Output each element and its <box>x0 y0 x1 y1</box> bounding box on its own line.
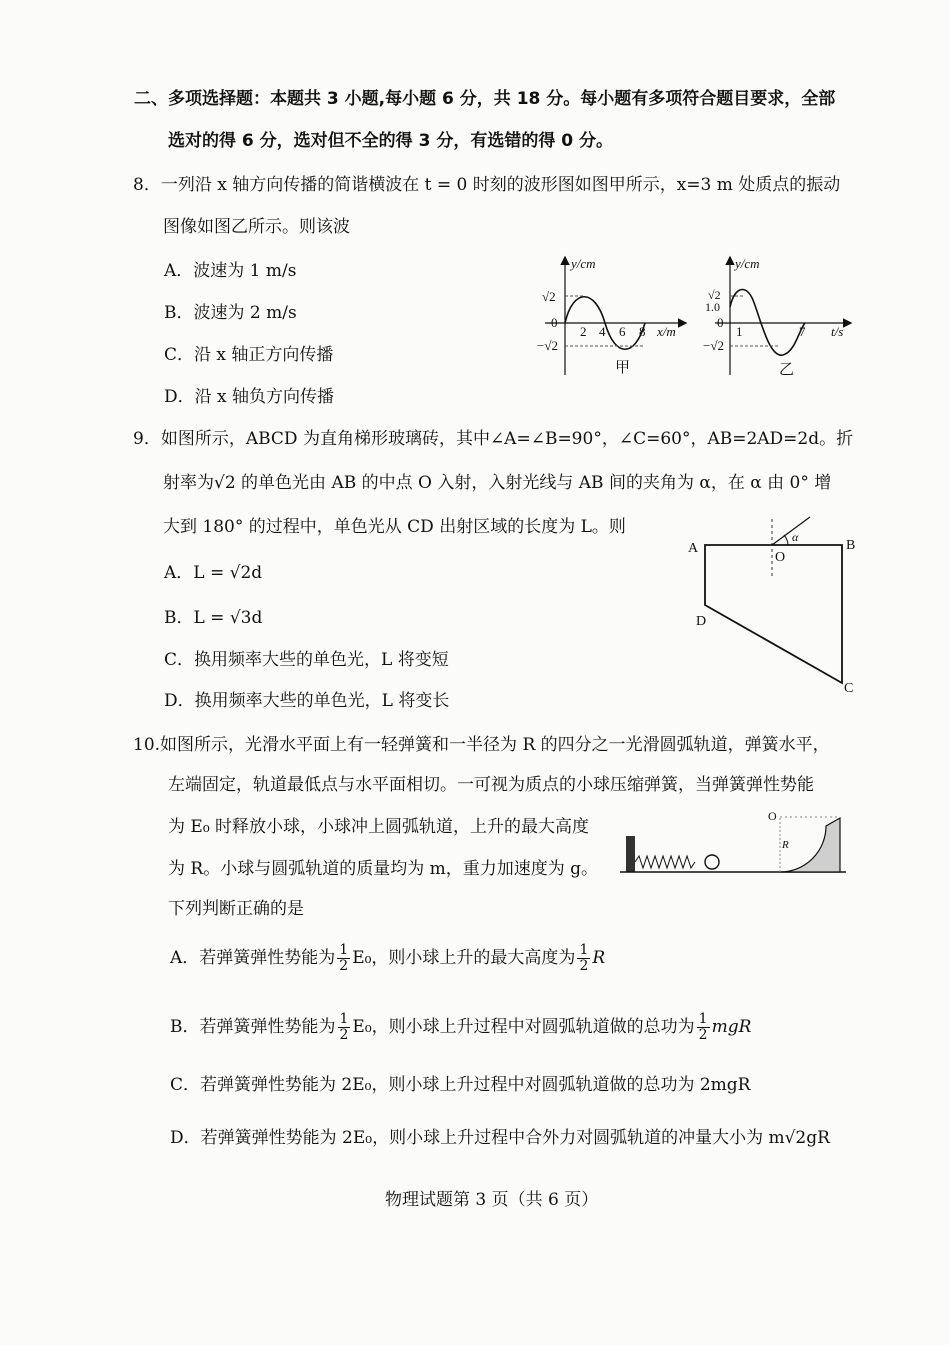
q10-option-d: D．若弹簧弹性势能为 2E₀，则小球上升过程中合外力对圆弧轨道的冲量大小为 m√2gR <box>170 1128 830 1148</box>
q8-stem-line1: 8．一列沿 x 轴方向传播的简谐横波在 t = 0 时刻的波形图如图甲所示，x=3 m 处质点的振动 <box>133 175 841 195</box>
q9-stem-line3: 大到 180° 的过程中，单色光从 CD 出射区域的长度为 L。则 <box>163 517 626 537</box>
q8-yi-origin: 0 <box>717 315 724 330</box>
q8-yi-tick-7: 7 <box>799 324 806 339</box>
q8-jia-ybot: −√2 <box>537 338 558 353</box>
section-heading-line1: 二、多项选择题：本题共 3 小题,每小题 6 分，共 18 分。每小题有多项符合题目要求，全部 <box>134 89 836 109</box>
q9-alpha-label: α <box>792 530 799 544</box>
q10-a-fraction-1: $\frac{1}{2}$ <box>339 942 349 974</box>
q8-jia-tick-8: 8 <box>639 324 646 339</box>
q8-stem-line2: 图像如图乙所示。则该波 <box>163 217 350 237</box>
q9-label-o: O <box>775 550 786 565</box>
q10-a-fraction-2: $\frac{1}{2}$ <box>579 942 589 974</box>
q8-option-b: B．波速为 2 m/s <box>164 303 297 323</box>
q10-stem-line5: 下列判断正确的是 <box>168 899 304 919</box>
q10-stem-line4: 为 R。小球与圆弧轨道的质量均为 m，重力加速度为 g。 <box>168 859 599 879</box>
q8-jia-tick-4: 4 <box>599 324 606 339</box>
q8-yi-ymid: 1.0 <box>705 300 720 314</box>
q8-jia-tick-2: 2 <box>580 324 587 339</box>
q9-stem-line1: 9．如图所示，ABCD 为直角梯形玻璃砖，其中∠A=∠B=90°，∠C=60°，AB=2AD=2d。折 <box>133 429 854 449</box>
q9-label-a: A <box>688 541 699 556</box>
q8-figure-jia <box>525 250 695 380</box>
q8-jia-ylabel: y/cm <box>571 256 596 271</box>
q8-jia-ytop: √2 <box>542 289 556 304</box>
q10-option-a: A．若弹簧弹性势能为 $\frac{1}{2}$ E₀，则小球上升的最大高度为 $\frac{1}{2}$ R <box>170 942 606 974</box>
q9-trapezoid-figure <box>680 515 870 700</box>
q9-option-d: D．换用频率大些的单色光，L 将变长 <box>164 691 450 711</box>
q8-yi-ybot: −√2 <box>703 338 724 353</box>
q10-option-c: C．若弹簧弹性势能为 2E₀，则小球上升过程中对圆弧轨道做的总功为 2mgR <box>170 1075 751 1095</box>
q9-label-d: D <box>696 614 707 629</box>
q8-option-c: C．沿 x 轴正方向传播 <box>164 345 334 365</box>
q8-jia-xlabel: x/m <box>657 324 676 339</box>
q8-jia-caption: 甲 <box>615 360 631 376</box>
q8-yi-xlabel: t/s <box>831 324 844 339</box>
q10-option-b: B．若弹簧弹性势能为 $\frac{1}{2}$ E₀，则小球上升过程中对圆弧轨道做的总功为 $\frac{1}{2}$ mgR <box>170 1011 752 1043</box>
q9-label-b: B <box>846 538 856 553</box>
q8-yi-tick-1: 1 <box>736 324 743 339</box>
q9-stem-line2: 射率为√2 的单色光由 AB 的中点 O 入射，入射光线与 AB 间的夹角为 α，在 α 由 0° 增 <box>163 473 832 493</box>
q9-option-b: B．L = √3d <box>164 608 263 628</box>
section-heading-line2: 选对的得 6 分，选对但不全的得 3 分，有选错的得 0 分。 <box>168 131 613 151</box>
q10-b-fraction-2: $\frac{1}{2}$ <box>698 1011 708 1043</box>
q10-label-r: R <box>782 839 789 851</box>
q8-yi-ytop: √2 <box>708 288 721 302</box>
q10-stem-line3: 为 E₀ 时释放小球，小球冲上圆弧轨道，上升的最大高度 <box>168 817 590 837</box>
q10-stem-line1: 10.如图所示，光滑水平面上有一轻弹簧和一半径为 R 的四分之一光滑圆弧轨道，弹簧水平， <box>133 735 830 755</box>
page-footer: 物理试题第 3 页（共 6 页） <box>385 1190 599 1210</box>
q8-option-d: D．沿 x 轴负方向传播 <box>164 387 335 407</box>
q8-yi-ylabel: y/cm <box>735 256 760 271</box>
q8-option-a: A．波速为 1 m/s <box>164 261 297 281</box>
q8-jia-tick-6: 6 <box>619 324 626 339</box>
q9-option-a: A．L = √2d <box>164 563 263 583</box>
q9-option-c: C．换用频率大些的单色光，L 将变短 <box>164 650 449 670</box>
q10-b-fraction-1: $\frac{1}{2}$ <box>339 1011 349 1043</box>
q8-jia-origin: 0 <box>551 315 558 330</box>
q9-label-c: C <box>844 681 854 696</box>
q10-stem-line2: 左端固定，轨道最低点与水平面相切。一可视为质点的小球压缩弹簧，当弹簧弹性势能 <box>168 775 814 795</box>
q8-yi-caption: 乙 <box>779 362 795 378</box>
q8-figure-yi <box>695 250 860 380</box>
q10-label-o: O <box>768 809 777 823</box>
q10-spring-track-figure <box>618 800 850 880</box>
